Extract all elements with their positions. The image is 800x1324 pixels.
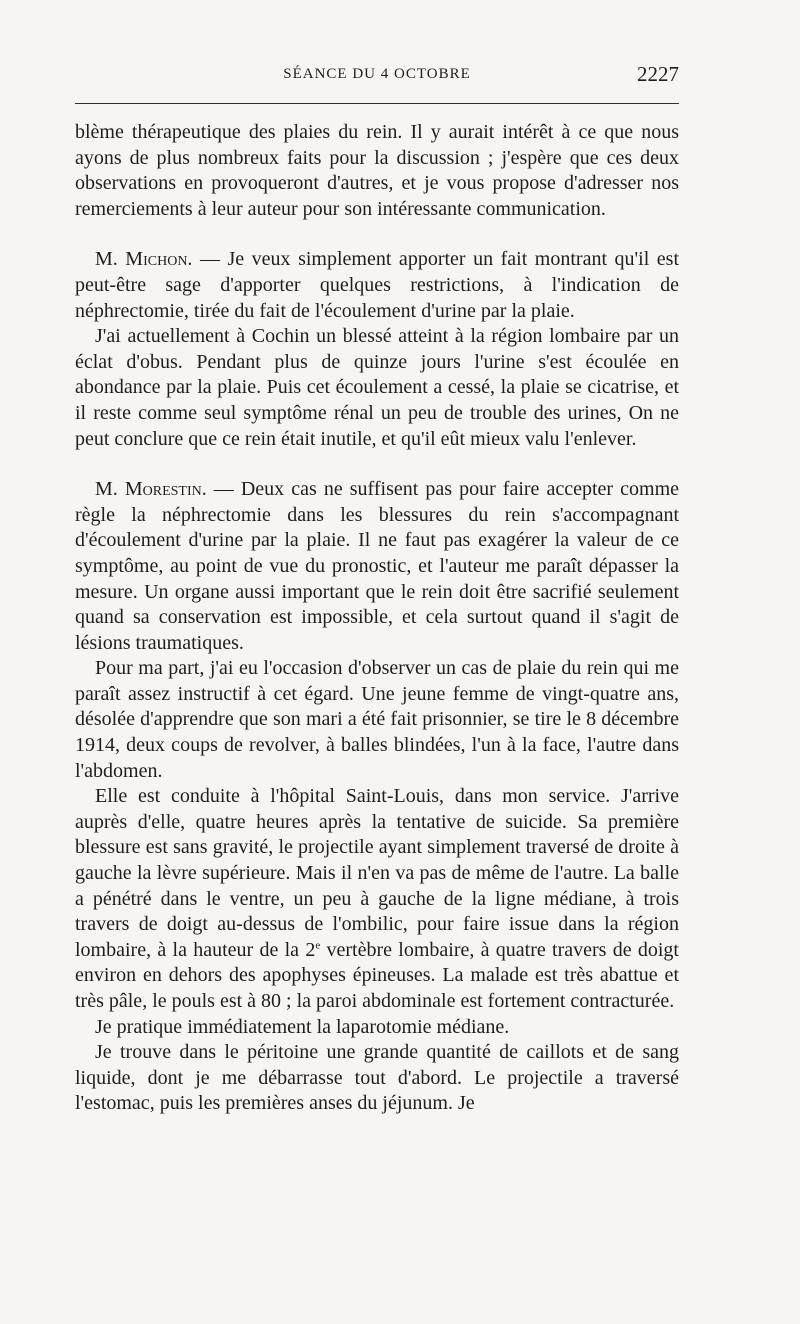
paragraph-7 [75,1015,679,1041]
speaker-name: M. Morestin. [95,478,207,501]
paragraph-text: J'ai actuellement à Cochin un blessé atteint à la région lombaire par un éclat d'obus. Pendant plus de quinze jours l'urine s'est écoulée en abondance par la plaie. Puis cet écoulement a cessé, la plaie se cicatrise, et il reste comme seul symptôme rénal un peu de trouble des urines, On ne peut conclure que ce rein était inutile, et qu'il eût mieux valu l'enlever. [75,325,679,450]
ordinal-superscript: e [315,939,321,952]
running-head [75,62,679,92]
speaker-name: M. Michon. [95,248,193,271]
paragraph-4 [75,477,679,656]
paragraph-6 [75,784,679,1014]
running-head-title: SÉANCE DU 4 OCTOBRE [283,66,471,82]
paragraph-text: Je pratique immédiatement la laparotomie médiane. [95,1015,510,1038]
paragraph-3 [75,324,679,452]
paragraph-text: Pour ma part, j'ai eu l'occasion d'observer un cas de plaie du rein qui me paraît assez instructif à cet égard. Une jeune femme de vingt-quatre ans, désolée d'apprendre que son mari a été fait prisonnier, se tire le 8 décembre 1914, deux coups de revolver, à balles blindées, l'un à la face, l'autre dans l'abdomen. [75,657,679,782]
body-text [75,120,679,1117]
paragraph-text-continued: vertèbre lombaire, à quatre travers de doigt environ en dehors des apophyses épineuses. La malade est très abattue et très pâle, le pouls est à 80 ; la paroi abdominale est fortement contracturée. [75,938,679,1012]
paragraph-text: — Je veux simplement apporter un fait montrant qu'il est peut-être sage d'apporter quelques restrictions, à l'indication de néphrectomie, tirée du fait de l'écoulement d'urine par la plaie. [75,248,680,322]
paragraph-2 [75,247,679,324]
paragraph-text: Je trouve dans le péritoine une grande quantité de caillots et de sang liquide, dont je me débarrasse tout d'abord. Le projectile a traversé l'estomac, puis les premières anses du jéjunum. Je [75,1041,679,1115]
paragraph-text: blème thérapeutique des plaies du rein. Il y aurait intérêt à ce que nous ayons de plus nombreux faits pour la discussion ; j'espère que ces deux observations en provoqueront d'autres, et je vous propose d'adresser nos remerciements à leur auteur pour son intéressante communication. [75,121,679,220]
paragraph-text: Elle est conduite à l'hôpital Saint-Louis, dans mon service. J'arrive auprès d'elle, quatre heures après la tentative de suicide. Sa première blessure est sans gravité, le projectile ayant simplement traversé de droite à gauche la lèvre supérieure. Mais il n'en va pas de même de l'autre. La balle a pénétré dans le ventre, un peu à gauche de la ligne médiane, à trois travers de doigt au-dessus de l'ombilic, pour faire issue dans la région lombaire, à la hauteur de la 2 [75,785,679,961]
paragraph-5 [75,656,679,784]
paragraph-text: — Deux cas ne suffisent pas pour faire accepter comme règle la néphrectomie dans les blessures du rein s'accompagnant d'écoulement d'urine par la plaie. Il ne faut pas exagérer la valeur de ce symptôme, au point de vue du pronostic, et l'auteur me paraît dépasser la mesure. Un organe aussi important que le rein doit être sacrifié seulement quand sa conservation est impossible, et cela surtout quand il s'agit de lésions traumatiques. [75,478,680,654]
paragraph-1 [75,120,679,222]
page-number: 2227 [637,62,679,86]
paragraph-8 [75,1040,679,1117]
header-rule [75,103,679,104]
